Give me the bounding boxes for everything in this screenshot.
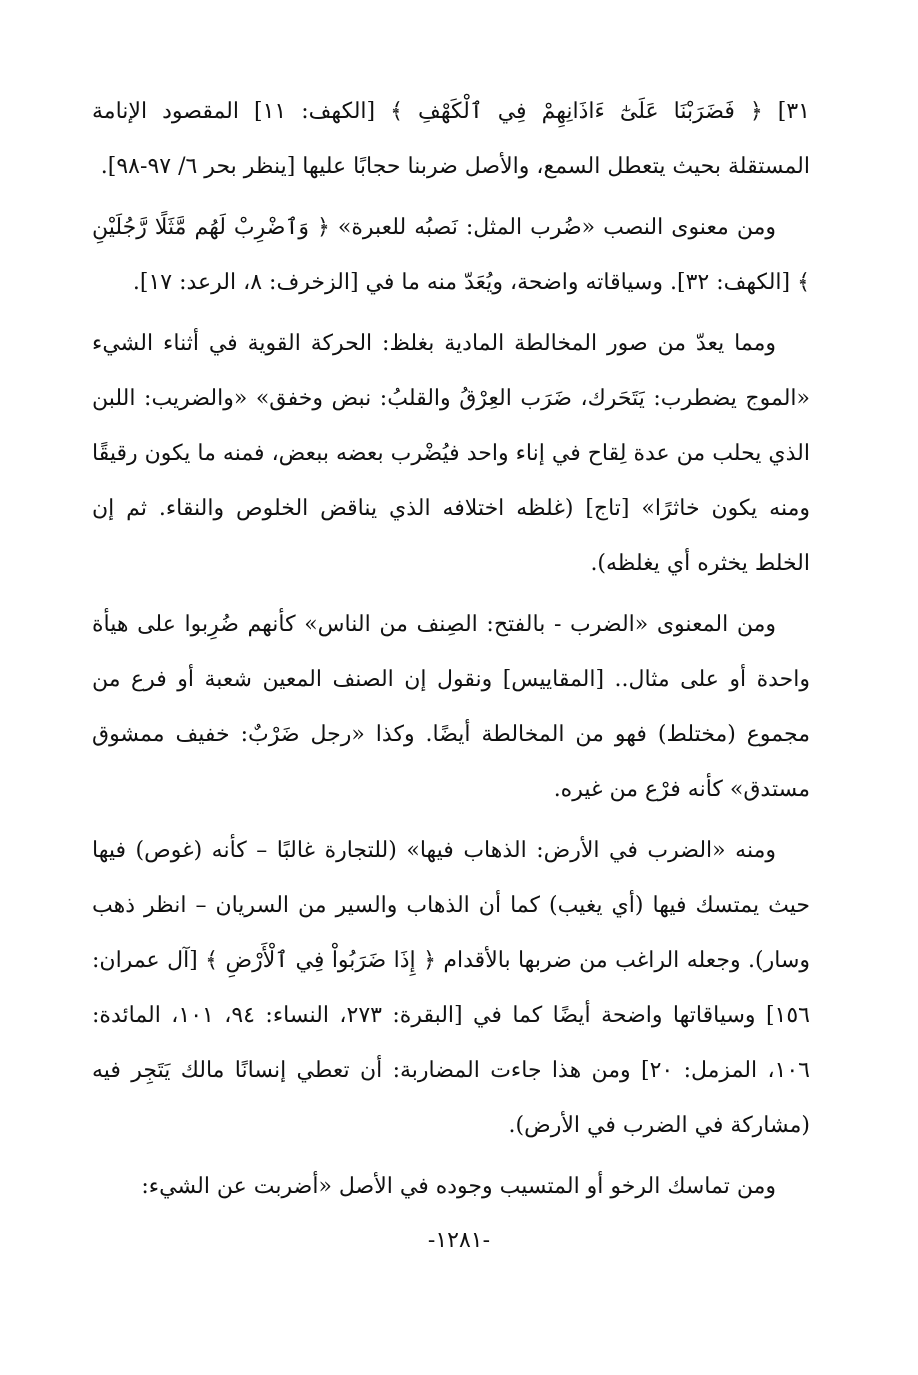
page-body bbox=[92, 84, 810, 1214]
paragraph-3: ومما يعدّ من صور المخالطة المادية بغلظ: الحركة القوية في أثناء الشيء «الموج يضطرب: يَتَحَرك، ضَرَب العِرْقُ والقلبُ: نبض وخفق» «والضريب: اللبن الذي يحلب من عدة لِقاح في إناء واحد فيُضْرب بعضه ببعض، فمنه ما يكون رقيقًا ومنه يكون خاثرًا» [تاج] (غلظه اختلافه الذي يناقض الخلوص والنقاء. ثم إن الخلط يخثره أي يغلظه). bbox=[92, 331, 810, 576]
paragraph-5: ومنه «الضرب في الأرض: الذهاب فيها» (للتجارة غالبًا – كأنه (غوص) فيها حيث يمتسك فيها (أي يغيب) كما أن الذهاب والسير من السريان – انظر ذهب وسار). وجعله الراغب من ضربها بالأقدام ﴿ إِذَا ضَرَبُواْ فِي ٱلْأَرْضِ ﴾ [آل عمران: ١٥٦] وسياقاتها واضحة أيضًا كما في [البقرة: ٢٧٣، النساء: ٩٤، ١٠١، المائدة: ١٠٦، المزمل: ٢٠] ومن هذا جاءت المضاربة: أن تعطي إنسانًا مالك يَتَجِر فيه (مشاركة في الضرب في الأرض). bbox=[92, 838, 810, 1138]
page-number: -١٢٨١- bbox=[427, 1228, 491, 1253]
paragraph-1: ٣١] ﴿ فَضَرَبْنَا عَلَىٰٓ ءَاذَانِهِمْ فِي ٱلْكَهْفِ ﴾ [الكهف: ١١] المقصود الإنامة المستقلة بحيث يتعطل السمع، والأصل ضربنا حجابًا عليها [ينظر بحر ٦/ ٩٧-٩٨]. bbox=[92, 99, 810, 179]
paragraph-2: ومن معنوى النصب «ضُرب المثل: نَصبُه للعبرة» ﴿ وَٱضْرِبْ لَهُم مَّثَلًا رَّجُلَيْنِ ﴾ [الكهف: ٣٢]. وسياقاته واضحة، ويُعَدّ منه ما في [الزخرف: ٨، الرعد: ١٧]. bbox=[92, 215, 810, 295]
paragraph-4: ومن المعنوى «الضرب - بالفتح: الصِنف من الناس» كأنهم ضُرِبوا على هيأة واحدة أو على مثال.. [المقاييس] ونقول إن الصنف المعين شعبة أو فرع من مجموع (مختلط) فهو من المخالطة أيضًا. وكذا «رجل ضَرْبٌ: خفيف ممشوق مستدق» كأنه فرْع من غيره. bbox=[92, 612, 810, 802]
paragraph-6: ومن تماسك الرخو أو المتسيب وجوده في الأصل «أضربت عن الشيء: bbox=[141, 1174, 776, 1199]
